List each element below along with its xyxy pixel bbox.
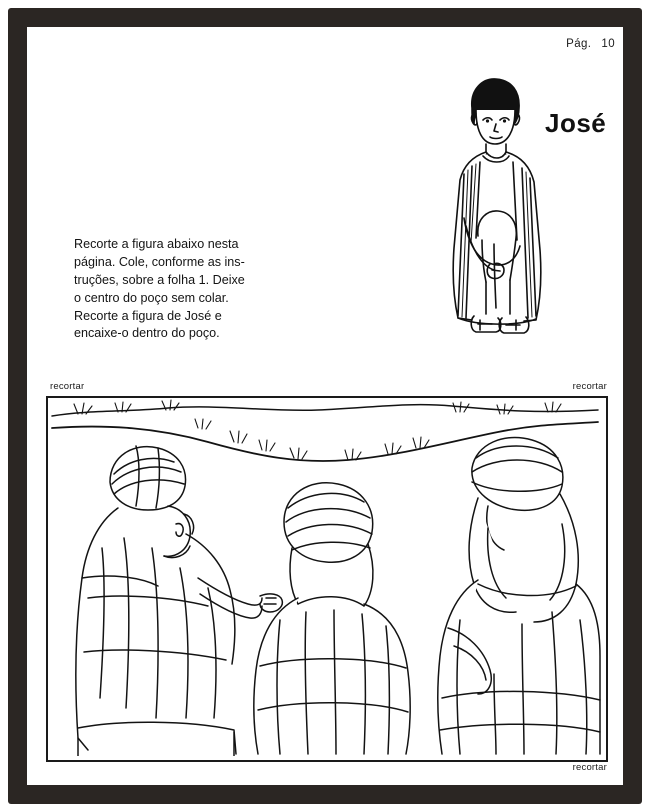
instruction-line-2: página. Cole, conforme as ins- (74, 254, 245, 269)
page-label-prefix: Pág. (566, 38, 592, 50)
instruction-line-4: o centro do poço sem colar. (74, 290, 229, 305)
cut-mark-bottom-right: recortar (572, 762, 607, 773)
three-men-looking-at-well-scene (48, 398, 602, 756)
page-number-label (566, 38, 615, 50)
page-label-number: 10 (601, 38, 615, 50)
instruction-line-3: truções, sobre a folha 1. Deixe (74, 272, 245, 287)
instruction-line-6: encaixe-o dentro do poço. (74, 326, 220, 341)
cut-mark-top-left: recortar (50, 381, 85, 392)
cut-mark-top-right: recortar (572, 381, 607, 392)
instruction-line-1: Recorte a figura abaixo nesta (74, 237, 239, 251)
jose-seated-figure (420, 68, 560, 358)
instruction-line-5: Recorte a figura de José e (74, 308, 222, 323)
instructions-text (74, 236, 272, 343)
illustration-panel (46, 396, 608, 762)
page-title: José (545, 108, 607, 138)
